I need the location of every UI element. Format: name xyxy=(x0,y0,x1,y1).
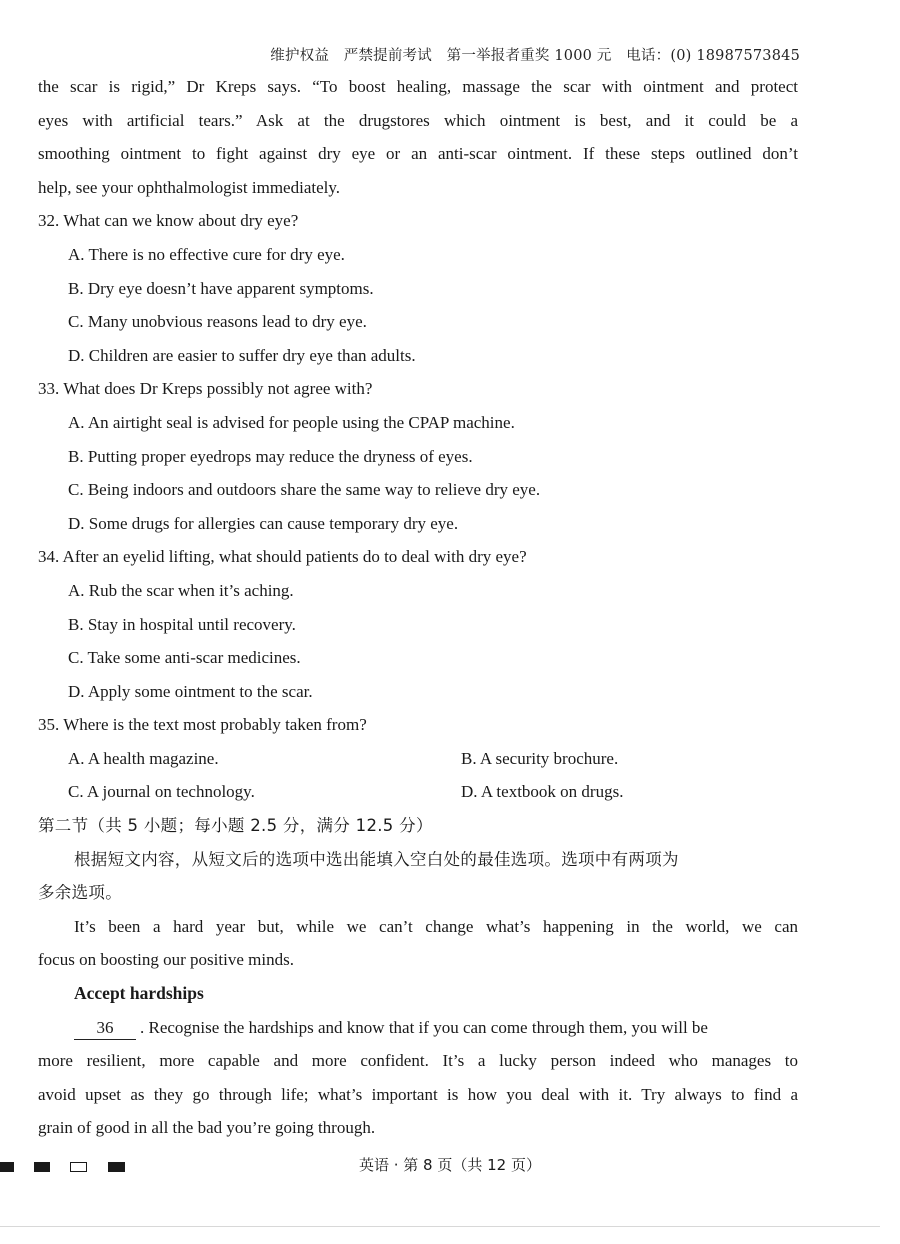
subtitle-accept-hardships: Accept hardships xyxy=(74,983,204,1004)
page-footer xyxy=(0,1152,900,1182)
question-35-options-row-2 xyxy=(38,775,798,809)
question-35-option-b: B. A security brochure. xyxy=(461,748,619,768)
paragraph-line: grain of good in all the bad you’re going through. xyxy=(38,1118,376,1138)
question-35-stem: 35. Where is the text most probably taken from? xyxy=(38,715,367,735)
question-35-options-row-1 xyxy=(38,742,798,776)
question-34-option-d: D. Apply some ointment to the scar. xyxy=(68,681,313,701)
question-32-option-c: C. Many unobvious reasons lead to dry eye. xyxy=(68,312,367,332)
passage-line: smoothing ointment to fight against dry eye or an anti-scar ointment. If these steps outlined don’t xyxy=(38,144,798,164)
passage-line: help, see your ophthalmologist immediately. xyxy=(38,177,341,197)
section-2-heading: 第二节（共 5 小题；每小题 2.5 分，满分 12.5 分） xyxy=(38,816,433,836)
question-33-option-d: D. Some drugs for allergies can cause temporary dry eye. xyxy=(68,513,459,533)
question-32-stem: 32. What can we know about dry eye? xyxy=(38,211,299,231)
question-33-stem: 33. What does Dr Kreps possibly not agree with? xyxy=(38,379,373,399)
question-33-option-a: A. An airtight seal is advised for people using the CPAP machine. xyxy=(68,412,515,432)
intro-line: It’s been a hard year but, while we can’t change what’s happening in the world, we can xyxy=(74,916,798,936)
question-35-option-d: D. A textbook on drugs. xyxy=(461,782,624,802)
passage-line: eyes with artificial tears.” Ask at the drugstores which ointment is best, and it could be a xyxy=(38,110,798,130)
page-number: 英语 · 第 8 页（共 12 页） xyxy=(358,1156,541,1174)
question-35-option-c: C. A journal on technology. xyxy=(68,782,255,802)
section-2-instruction: 根据短文内容，从短文后的选项中选出能填入空白处的最佳选项。选项中有两项为 xyxy=(74,849,679,869)
question-34-stem: 34. After an eyelid lifting, what should patients do to deal with dry eye? xyxy=(38,547,527,567)
question-34-option-c: C. Take some anti-scar medicines. xyxy=(68,648,301,668)
scan-edge-divider xyxy=(0,1226,880,1227)
page-content xyxy=(38,70,798,1145)
section-2-instruction: 多余选项。 xyxy=(38,883,122,903)
paragraph-line: more resilient, more capable and more confident. It’s a lucky person indeed who manages to xyxy=(38,1051,798,1071)
question-33-option-c: C. Being indoors and outdoors share the same way to relieve dry eye. xyxy=(68,480,541,500)
exam-notice-header: 维护权益 严禁提前考试 第一举报者重奖 1000 元 电话：(0) 18987573845 xyxy=(270,48,800,64)
question-32-option-d: D. Children are easier to suffer dry eye than adults. xyxy=(68,345,416,365)
question-32-option-a: A. There is no effective cure for dry eye. xyxy=(68,244,345,264)
paragraph-line xyxy=(38,1011,798,1045)
question-34-option-b: B. Stay in hospital until recovery. xyxy=(68,614,296,634)
question-32-option-b: B. Dry eye doesn’t have apparent symptoms. xyxy=(68,278,374,298)
passage-line: the scar is rigid,” Dr Kreps says. “To boost healing, massage the scar with ointment and protect xyxy=(38,77,798,96)
question-34-option-a: A. Rub the scar when it’s aching. xyxy=(68,580,294,600)
intro-line: focus on boosting our positive minds. xyxy=(38,950,294,970)
question-33-option-b: B. Putting proper eyedrops may reduce the dryness of eyes. xyxy=(68,446,473,466)
blank-36: 36 xyxy=(74,1017,136,1040)
paragraph-line: avoid upset as they go through life; what’s important is how you deal with it. Try always to find a xyxy=(38,1084,798,1104)
paragraph-text: . Recognise the hardships and know that if you can come through them, you will be xyxy=(140,1017,708,1037)
question-35-option-a: A. A health magazine. xyxy=(68,748,219,768)
